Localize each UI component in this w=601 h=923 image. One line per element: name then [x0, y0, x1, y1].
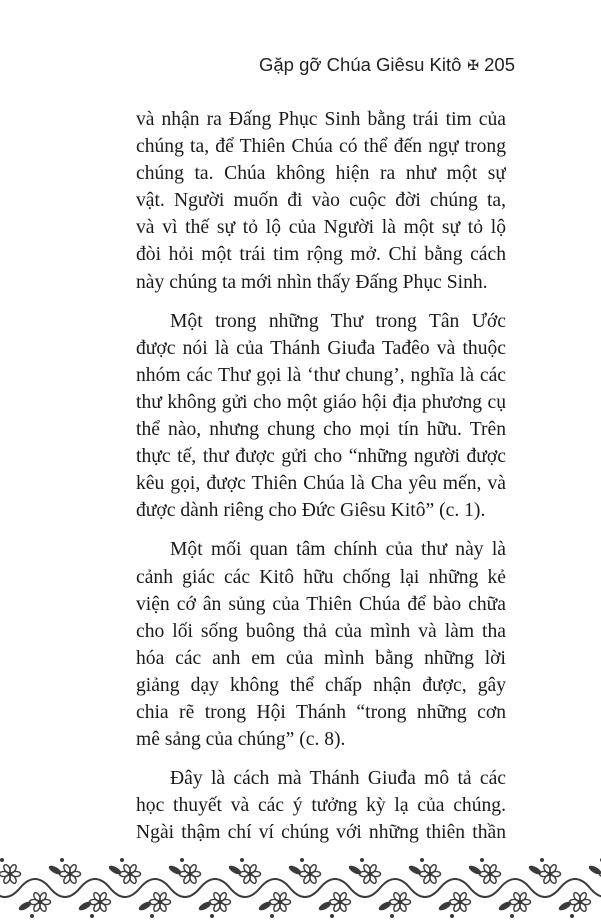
- flower-motif: [90, 864, 123, 918]
- flower-motif: [240, 858, 273, 912]
- flower-motif: [570, 864, 601, 918]
- paragraph: [136, 765, 506, 846]
- text-line: giảng dạy không thể chấp nhận được, gây: [136, 674, 506, 696]
- running-header-title: Gặp gỡ Chúa Giêsu Kitô: [259, 54, 462, 75]
- text-line: thực tế, thư được gửi cho “những người được: [136, 446, 506, 468]
- text-line: thể nào, nhưng chung cho mọi tín hữu. Trên: [136, 419, 506, 441]
- page-number: 205: [484, 54, 515, 75]
- flower-motif: [30, 864, 63, 918]
- text-line: hóa các anh em của mình bằng những lời: [136, 647, 506, 669]
- text-line: được dành riêng cho Đức Giêsu Kitô” (c. 1).: [136, 500, 486, 522]
- paragraph: [136, 308, 506, 525]
- flower-motif: [210, 864, 243, 918]
- text-line: chia rẽ trong Hội Thánh “trong những cơn: [136, 701, 506, 723]
- flower-motif: [60, 858, 93, 912]
- paragraph: [136, 536, 506, 753]
- text-line: học thuyết và các ý tưởng kỳ lạ của chúng.: [136, 795, 506, 817]
- text-line: được nói là của Thánh Giuđa Tađêo và thuộc: [136, 337, 506, 359]
- cross-pattee-icon: ✠: [467, 56, 480, 73]
- flower-motif: [510, 864, 543, 918]
- text-line: nhóm các Thư gọi là ‘thư chung’, nghĩa là các: [136, 364, 506, 386]
- text-line: chúng ta, để Thiên Chúa có thể đến ngự trong: [136, 136, 506, 158]
- text-line: viện cớ ân sủng của Thiên Chúa để bào chữa: [136, 593, 506, 615]
- flower-motif: [420, 858, 453, 912]
- text-line: và nhận ra Đấng Phục Sinh bằng trái tim của: [136, 109, 506, 130]
- text-line: vật. Người muốn đi vào cuộc đời chúng ta,: [136, 190, 506, 212]
- flower-motif: [450, 864, 483, 918]
- flower-motif: [480, 858, 513, 912]
- text-line: Ngài thậm chí ví chúng với những thiên thần: [136, 822, 506, 844]
- flower-motif: [120, 858, 153, 912]
- body-text: [136, 106, 506, 858]
- text-line: này chúng ta mới nhìn thấy Đấng Phục Sinh.: [136, 271, 488, 293]
- flower-motif: [0, 858, 33, 912]
- floral-border-ornament: [0, 848, 601, 923]
- text-line: mê sảng của chúng” (c. 8).: [136, 729, 346, 751]
- flower-motif: [540, 858, 573, 912]
- text-line: Một mối quan tâm chính của thư này là: [170, 539, 506, 561]
- paragraph: [136, 106, 506, 296]
- flower-motif: [180, 858, 213, 912]
- text-line: chúng ta. Chúa không hiện ra như một sự: [136, 163, 506, 185]
- flower-motif: [390, 864, 423, 918]
- text-line: kêu gọi, được Thiên Chúa là Cha yêu mến, và: [136, 473, 506, 495]
- flower-motif: [360, 858, 393, 912]
- text-line: thư không gửi cho một giáo hội địa phương cụ: [136, 391, 506, 413]
- flower-motif: [300, 858, 333, 912]
- text-line: cảnh giác các Kitô hữu chống lại những kẻ: [136, 566, 506, 588]
- text-line: Một trong những Thư trong Tân Ước: [170, 310, 506, 332]
- text-line: đòi hỏi một trái tim rộng mở. Chỉ bằng cách: [136, 244, 506, 266]
- text-line: và vì thế sự tỏ lộ của Người là một sự tỏ lộ: [136, 217, 506, 239]
- text-line: cho lối sống buông thả của mình và làm tha: [136, 620, 506, 642]
- text-line: Đây là cách mà Thánh Giuđa mô tả các: [170, 768, 506, 790]
- flower-motif: [150, 864, 183, 918]
- flower-motif: [270, 864, 303, 918]
- running-header: [259, 54, 515, 76]
- flower-motif: [330, 864, 363, 918]
